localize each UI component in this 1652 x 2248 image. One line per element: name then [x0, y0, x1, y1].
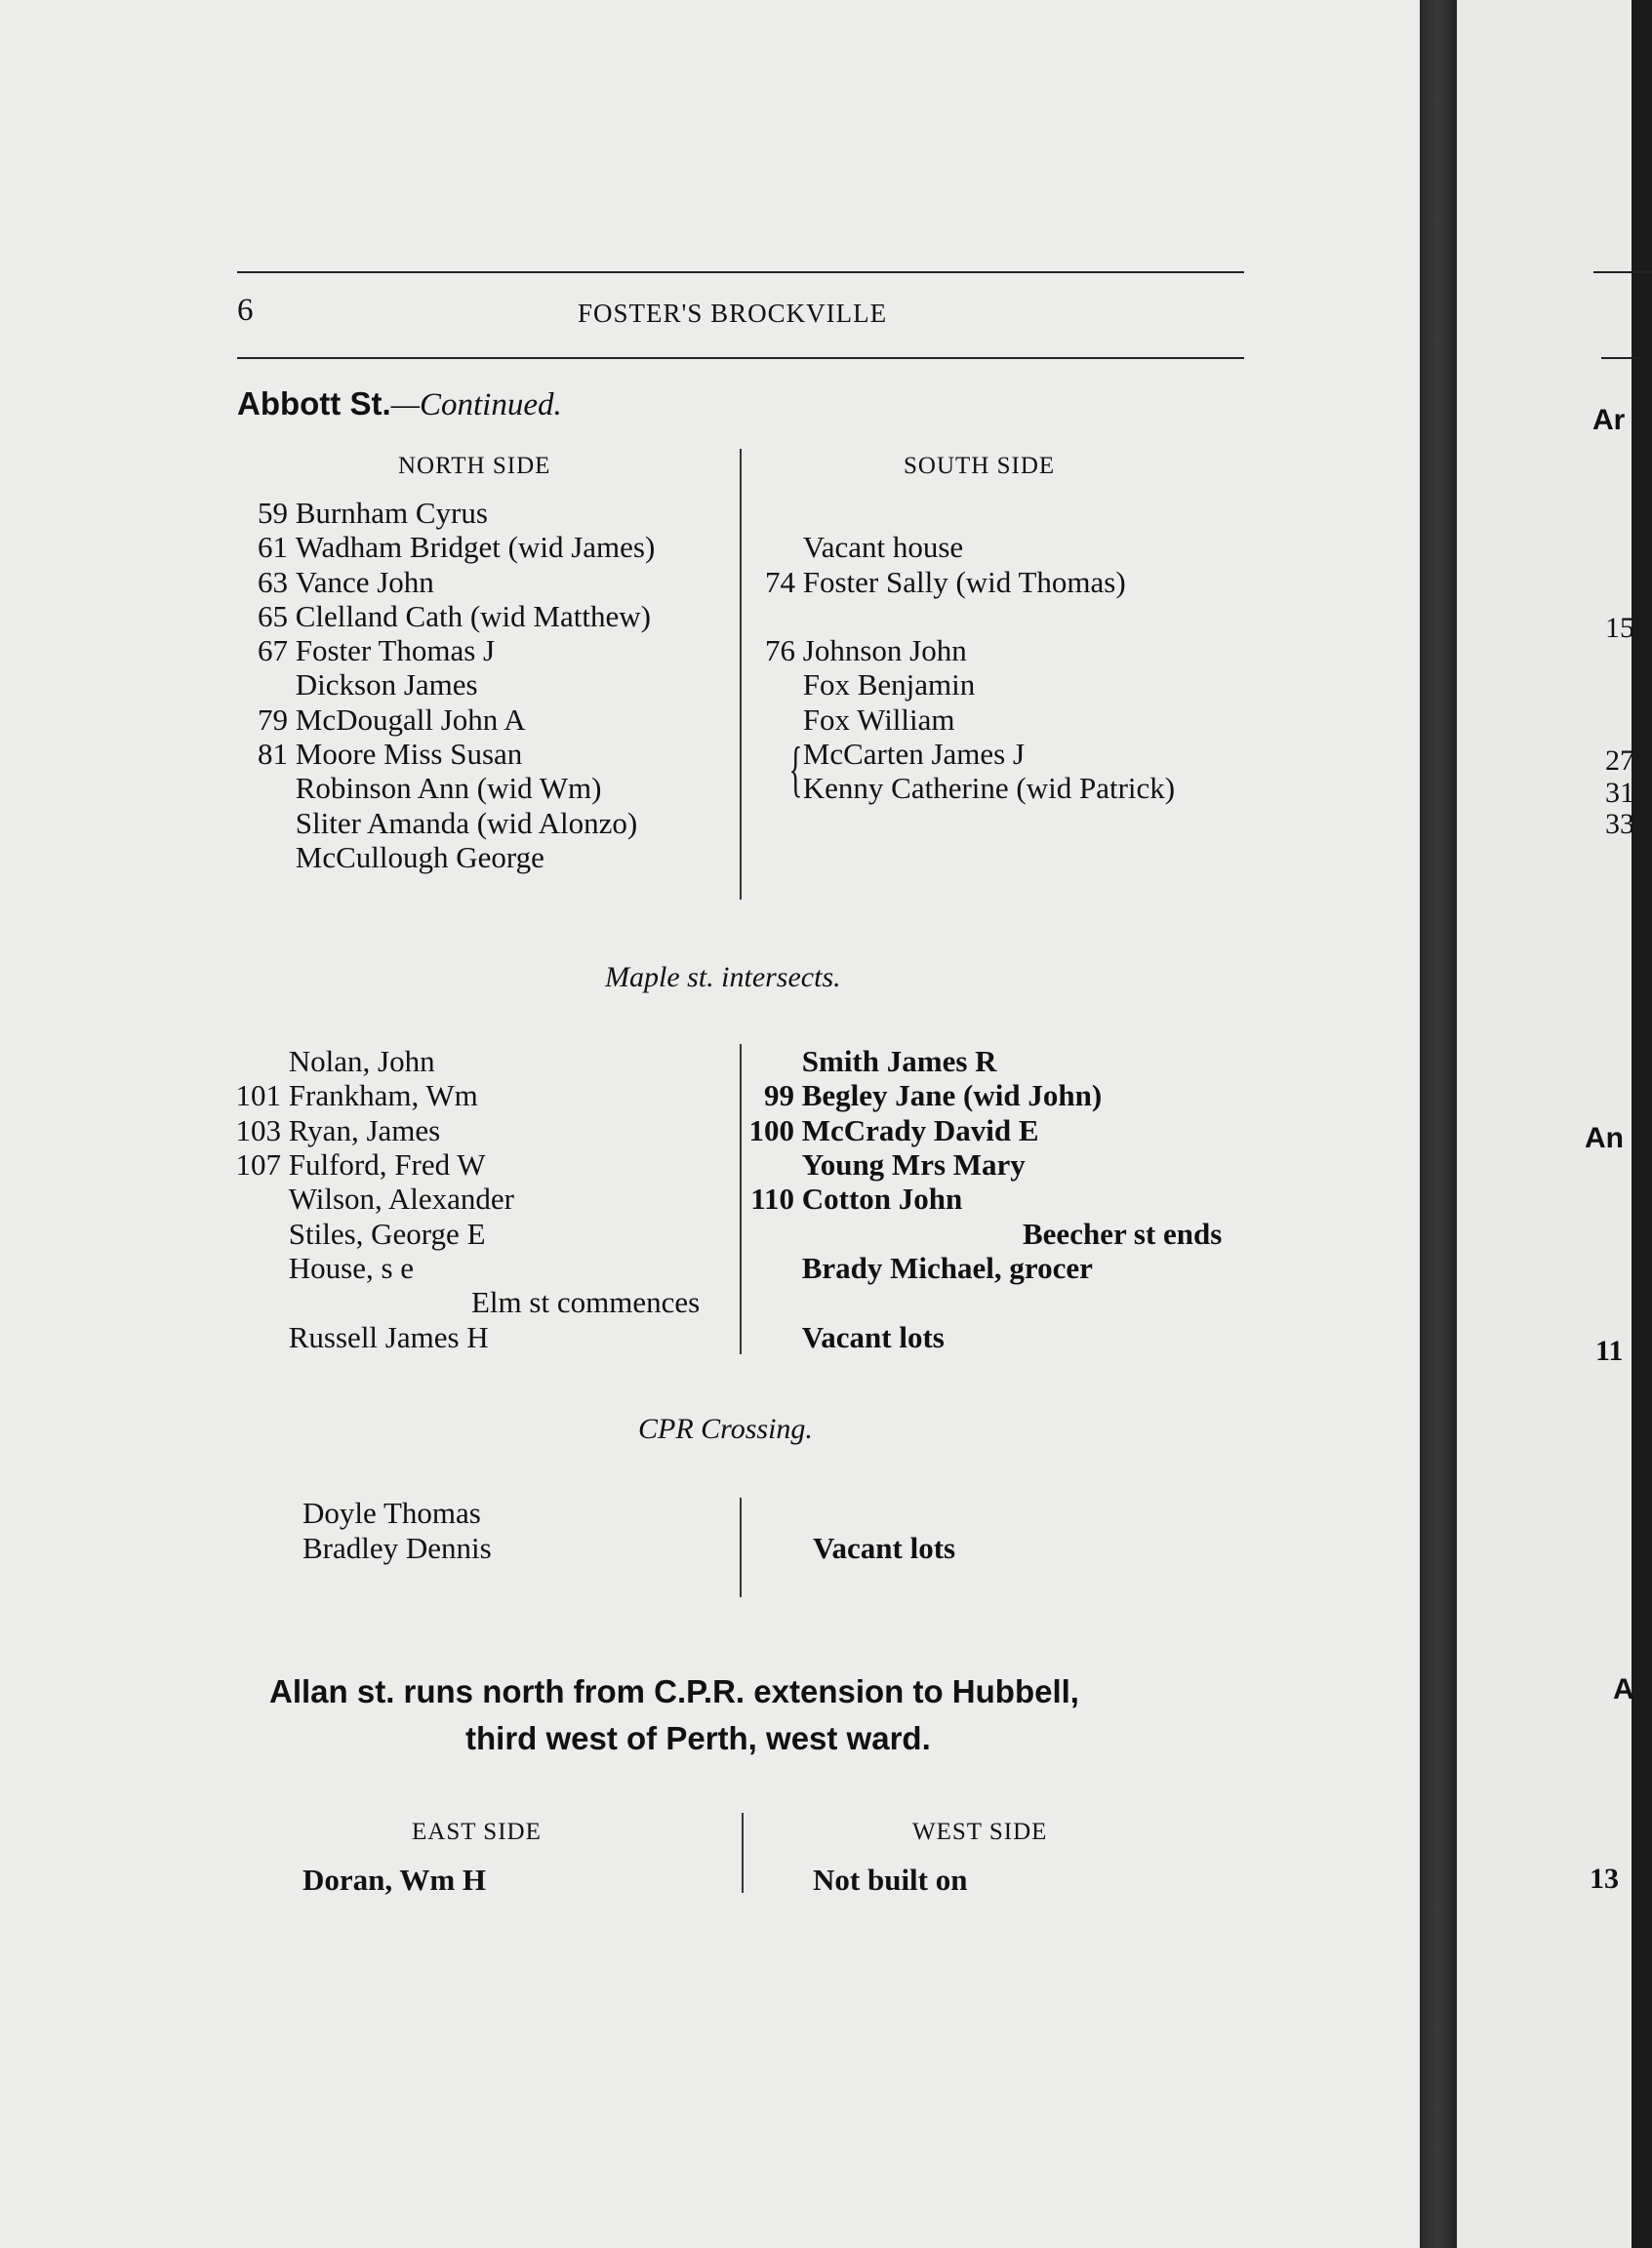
list-item: 61 Wadham Bridget (wid James)	[258, 530, 656, 564]
list-item: Stiles, George E	[288, 1217, 486, 1251]
header-rule-bottom	[237, 357, 1244, 359]
list-item: Not built on	[813, 1863, 968, 1897]
list-item: 76 Johnson John	[765, 633, 967, 667]
street-heading	[237, 385, 562, 423]
adjacent-text-fragment: 15	[1605, 612, 1634, 644]
list-item: Fox William	[802, 702, 955, 737]
list-item: Sliter Amanda (wid Alonzo)	[295, 806, 638, 840]
list-item: Young Mrs Mary	[801, 1147, 1026, 1182]
list-item: Vacant lots	[801, 1320, 945, 1354]
adjacent-text-fragment: Ar	[1592, 404, 1626, 436]
street-heading-line2: third west of Perth, west ward.	[465, 1720, 931, 1756]
adjacent-header-rule	[1601, 357, 1640, 359]
list-item: Vacant lots	[813, 1531, 956, 1565]
running-title: FOSTER'S BROCKVILLE	[578, 299, 888, 328]
book-gutter	[1420, 0, 1457, 2248]
list-item: Vacant house	[802, 530, 964, 564]
adjacent-text-fragment: 27	[1605, 744, 1634, 777]
list-item: Robinson Ann (wid Wm)	[295, 771, 602, 805]
list-item: Smith James R	[801, 1044, 997, 1078]
list-item: Bradley Dennis	[302, 1531, 492, 1565]
adjacent-header-rule	[1593, 271, 1652, 273]
adjacent-text-fragment: 13	[1590, 1863, 1619, 1895]
list-item: 74 Foster Sally (wid Thomas)	[765, 565, 1126, 599]
list-item: Doran, Wm H	[302, 1863, 487, 1897]
column-divider-2	[740, 1044, 742, 1354]
header-rule-top	[237, 271, 1244, 273]
north-side-heading: NORTH SIDE	[398, 453, 551, 479]
adjacent-text-fragment: 31	[1605, 777, 1634, 809]
list-item: 81 Moore Miss Susan	[258, 737, 523, 771]
list-item: 67 Foster Thomas J	[258, 633, 496, 667]
adjacent-text-fragment: 33	[1605, 808, 1634, 840]
adjacent-text-fragment: A	[1613, 1673, 1634, 1706]
list-item: Fox Benjamin	[802, 667, 976, 702]
brace-symbol: {	[788, 734, 803, 803]
intersection-label: Maple st. intersects.	[605, 961, 841, 993]
south-side-heading: SOUTH SIDE	[904, 453, 1056, 479]
list-item: Brady Michael, grocer	[801, 1251, 1093, 1285]
west-side-heading: WEST SIDE	[912, 1819, 1048, 1845]
list-item: Elm st commences	[471, 1285, 701, 1319]
list-item: 99 Begley Jane (wid John)	[764, 1078, 1103, 1112]
intersection-label: CPR Crossing.	[638, 1413, 813, 1445]
page-number: 6	[237, 293, 254, 328]
adjacent-page-edge	[1457, 0, 1632, 2248]
list-item: Nolan, John	[288, 1044, 435, 1078]
list-item: 63 Vance John	[258, 565, 434, 599]
list-item: 65 Clelland Cath (wid Matthew)	[258, 599, 651, 633]
street-heading-line1: Allan st. runs north from C.P.R. extension to Hubbell,	[269, 1673, 1079, 1709]
list-item: 100 McCrady David E	[748, 1113, 1039, 1147]
list-item: House, s e	[288, 1251, 415, 1285]
list-item: McCullough George	[295, 840, 544, 874]
east-side-heading: EAST SIDE	[412, 1819, 542, 1845]
list-item: 107 Fulford, Fred W	[235, 1147, 486, 1182]
list-item: 103 Ryan, James	[235, 1113, 441, 1147]
list-item: Doyle Thomas	[302, 1496, 481, 1530]
list-item: Beecher st ends	[1023, 1217, 1223, 1251]
list-item: Wilson, Alexander	[288, 1182, 514, 1216]
list-item: Dickson James	[295, 667, 478, 702]
column-divider-3	[740, 1498, 742, 1597]
list-item: 59 Burnham Cyrus	[258, 496, 488, 530]
continued-label: —Continued.	[390, 387, 562, 422]
street-label: Abbott St.	[237, 385, 391, 422]
list-item: 101 Frankham, Wm	[235, 1078, 478, 1112]
list-item: Russell James H	[288, 1320, 489, 1354]
column-divider-4	[742, 1813, 744, 1893]
list-item: 110 Cotton John	[750, 1182, 963, 1216]
adjacent-text-fragment: 11	[1595, 1335, 1624, 1367]
list-item: McCarten James J	[802, 737, 1026, 771]
adjacent-text-fragment: An	[1585, 1122, 1624, 1154]
list-item: Kenny Catherine (wid Patrick)	[802, 771, 1176, 805]
column-divider-1	[740, 449, 742, 900]
list-item: 79 McDougall John A	[258, 702, 526, 737]
